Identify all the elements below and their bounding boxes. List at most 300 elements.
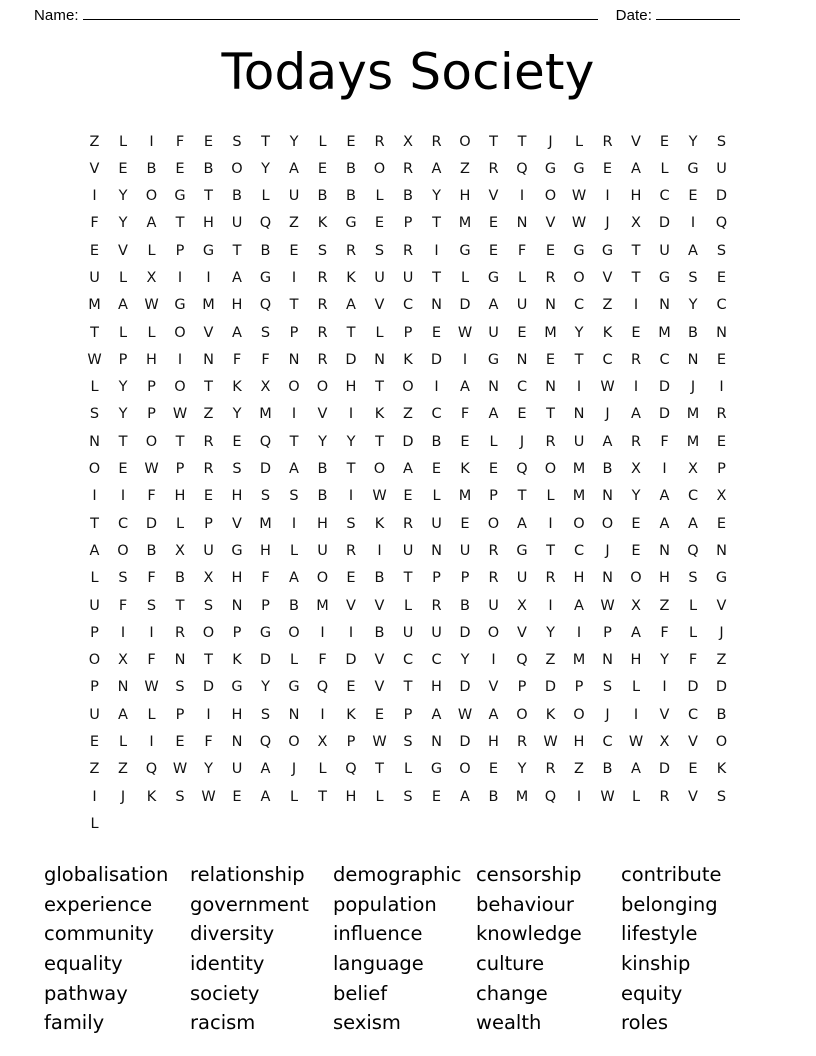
grid-cell[interactable]: E xyxy=(431,324,442,341)
grid-cell[interactable]: U xyxy=(288,188,300,205)
grid-cell[interactable]: P xyxy=(403,324,413,341)
grid-cell[interactable]: I xyxy=(576,788,582,805)
grid-cell[interactable]: N xyxy=(602,488,613,505)
letter-grid[interactable] xyxy=(80,129,736,839)
grid-cell[interactable]: T xyxy=(90,515,99,532)
grid-cell[interactable]: P xyxy=(90,679,99,696)
grid-cell[interactable]: I xyxy=(120,488,126,505)
grid-cell[interactable]: E xyxy=(403,488,413,505)
grid-cell[interactable]: R xyxy=(317,297,328,314)
grid-cell[interactable]: G xyxy=(601,242,614,259)
word-list-item[interactable]: relationship xyxy=(190,863,305,887)
grid-cell[interactable]: R xyxy=(630,351,642,368)
grid-cell[interactable]: T xyxy=(574,351,584,368)
grid-cell[interactable]: D xyxy=(715,188,728,205)
grid-cell[interactable]: D xyxy=(658,406,671,423)
grid-cell[interactable]: F xyxy=(90,215,99,232)
grid-cell[interactable]: P xyxy=(118,351,128,368)
grid-cell[interactable]: H xyxy=(345,379,357,396)
grid-cell[interactable]: E xyxy=(659,133,670,150)
word-list-item[interactable]: sexism xyxy=(333,1011,401,1035)
grid-cell[interactable]: T xyxy=(204,188,213,205)
grid-cell[interactable]: F xyxy=(261,570,270,587)
grid-cell[interactable]: P xyxy=(147,406,156,423)
grid-cell[interactable]: Y xyxy=(118,406,128,423)
grid-cell[interactable]: R xyxy=(174,624,186,641)
grid-cell[interactable]: N xyxy=(374,351,385,368)
grid-cell[interactable]: S xyxy=(403,734,413,751)
grid-cell[interactable]: C xyxy=(716,297,727,314)
grid-cell[interactable]: V xyxy=(232,515,242,532)
grid-cell[interactable]: U xyxy=(89,706,100,723)
date-write-line[interactable] xyxy=(656,6,740,20)
grid-cell[interactable]: H xyxy=(231,570,243,587)
grid-cell[interactable]: I xyxy=(291,269,297,286)
grid-cell[interactable]: I xyxy=(92,188,97,205)
grid-cell[interactable]: L xyxy=(403,761,413,778)
grid-cell[interactable]: J xyxy=(120,788,126,805)
grid-cell[interactable]: M xyxy=(572,488,586,505)
grid-cell[interactable]: P xyxy=(403,706,413,723)
grid-cell[interactable]: F xyxy=(232,351,242,368)
grid-cell[interactable]: T xyxy=(432,215,441,232)
grid-cell[interactable]: G xyxy=(687,160,699,177)
grid-cell[interactable]: C xyxy=(516,379,528,396)
grid-cell[interactable]: P xyxy=(204,515,213,532)
grid-cell[interactable]: Z xyxy=(289,215,299,232)
grid-cell[interactable]: G xyxy=(487,351,500,368)
grid-cell[interactable]: S xyxy=(203,597,214,614)
grid-cell[interactable]: D xyxy=(259,461,272,478)
grid-cell[interactable]: X xyxy=(659,734,670,751)
grid-cell[interactable]: J xyxy=(605,706,610,723)
grid-cell[interactable]: Y xyxy=(631,488,641,505)
grid-cell[interactable]: U xyxy=(431,515,442,532)
grid-cell[interactable]: S xyxy=(118,570,128,587)
grid-cell[interactable]: A xyxy=(488,406,499,423)
grid-cell[interactable]: H xyxy=(231,488,243,505)
grid-cell[interactable]: P xyxy=(289,324,299,341)
grid-cell[interactable]: U xyxy=(402,624,414,641)
grid-cell[interactable]: D xyxy=(145,515,158,532)
grid-cell[interactable]: G xyxy=(487,269,500,286)
grid-cell[interactable]: F xyxy=(204,734,213,751)
grid-cell[interactable]: R xyxy=(203,433,214,450)
name-write-line[interactable] xyxy=(83,6,598,20)
grid-cell[interactable]: I xyxy=(177,269,183,286)
grid-cell[interactable]: P xyxy=(175,242,185,259)
grid-cell[interactable]: D xyxy=(345,652,357,669)
grid-cell[interactable]: U xyxy=(402,269,414,286)
grid-cell[interactable]: R xyxy=(516,734,528,751)
grid-cell[interactable]: G xyxy=(174,297,186,314)
grid-cell[interactable]: T xyxy=(175,597,185,614)
grid-cell[interactable]: X xyxy=(146,269,157,286)
grid-cell[interactable]: S xyxy=(260,488,271,505)
word-list-item[interactable]: belief xyxy=(333,981,388,1005)
grid-cell[interactable]: C xyxy=(602,734,613,751)
grid-cell[interactable]: E xyxy=(431,461,442,478)
grid-cell[interactable]: C xyxy=(687,706,699,723)
grid-cell[interactable]: K xyxy=(602,324,613,341)
grid-cell[interactable]: E xyxy=(631,515,641,532)
word-list-item[interactable]: experience xyxy=(44,892,153,916)
grid-cell[interactable]: U xyxy=(203,542,214,559)
grid-cell[interactable]: E xyxy=(688,761,698,778)
grid-cell[interactable]: F xyxy=(147,570,156,587)
grid-cell[interactable]: Y xyxy=(660,652,669,669)
grid-cell[interactable]: A xyxy=(232,269,242,286)
grid-cell[interactable]: A xyxy=(488,297,499,314)
grid-cell[interactable]: C xyxy=(402,297,414,314)
grid-cell[interactable]: Y xyxy=(261,160,270,177)
grid-cell[interactable]: H xyxy=(459,188,471,205)
grid-cell[interactable]: X xyxy=(517,597,527,614)
grid-cell[interactable]: I xyxy=(92,488,97,505)
grid-cell[interactable]: G xyxy=(259,269,272,286)
grid-cell[interactable]: O xyxy=(459,133,471,150)
grid-cell[interactable]: I xyxy=(291,406,297,423)
grid-cell[interactable]: L xyxy=(147,324,156,341)
grid-cell[interactable]: T xyxy=(517,133,527,150)
grid-cell[interactable]: K xyxy=(460,461,470,478)
grid-cell[interactable]: R xyxy=(317,351,328,368)
grid-cell[interactable]: U xyxy=(659,242,670,259)
grid-cell[interactable]: Y xyxy=(232,406,242,423)
grid-cell[interactable]: I xyxy=(690,215,696,232)
grid-cell[interactable]: S xyxy=(232,133,242,150)
grid-cell[interactable]: N xyxy=(231,734,243,751)
grid-cell[interactable]: F xyxy=(118,597,128,614)
grid-cell[interactable]: T xyxy=(489,133,498,150)
grid-cell[interactable]: M xyxy=(658,324,671,341)
grid-cell[interactable]: J xyxy=(548,133,553,150)
grid-cell[interactable]: P xyxy=(574,679,584,696)
grid-cell[interactable]: P xyxy=(147,379,156,396)
grid-cell[interactable]: O xyxy=(288,734,300,751)
grid-cell[interactable]: T xyxy=(318,788,327,805)
grid-cell[interactable]: O xyxy=(145,188,158,205)
grid-cell[interactable]: E xyxy=(346,133,356,150)
grid-cell[interactable]: A xyxy=(431,160,442,177)
grid-cell[interactable]: U xyxy=(431,624,442,641)
grid-cell[interactable]: B xyxy=(146,542,157,559)
grid-cell[interactable]: W xyxy=(372,734,387,751)
grid-cell[interactable]: V xyxy=(545,215,556,232)
grid-cell[interactable]: K xyxy=(346,269,356,286)
grid-cell[interactable]: U xyxy=(231,761,243,778)
grid-cell[interactable]: D xyxy=(459,624,471,641)
grid-cell[interactable]: R xyxy=(203,461,214,478)
grid-cell[interactable]: C xyxy=(687,488,699,505)
grid-cell[interactable]: P xyxy=(489,488,498,505)
grid-cell[interactable]: I xyxy=(177,351,183,368)
grid-cell[interactable]: L xyxy=(289,788,299,805)
grid-cell[interactable]: C xyxy=(659,188,670,205)
grid-cell[interactable]: V xyxy=(89,160,100,177)
grid-cell[interactable]: E xyxy=(431,788,442,805)
grid-cell[interactable]: S xyxy=(716,788,727,805)
grid-cell[interactable]: W xyxy=(600,597,615,614)
grid-cell[interactable]: Q xyxy=(259,433,272,450)
grid-cell[interactable]: L xyxy=(375,188,384,205)
grid-cell[interactable]: M xyxy=(515,788,529,805)
grid-cell[interactable]: F xyxy=(318,652,327,669)
grid-cell[interactable]: W xyxy=(457,324,473,341)
grid-cell[interactable]: N xyxy=(117,679,129,696)
grid-cell[interactable]: S xyxy=(260,706,271,723)
grid-cell[interactable]: L xyxy=(517,269,527,286)
grid-cell[interactable]: R xyxy=(345,242,357,259)
grid-cell[interactable]: V xyxy=(631,133,641,150)
grid-cell[interactable]: G xyxy=(459,242,471,259)
grid-cell[interactable]: K xyxy=(545,706,556,723)
grid-cell[interactable]: E xyxy=(374,215,385,232)
grid-cell[interactable]: K xyxy=(232,379,242,396)
grid-cell[interactable]: X xyxy=(716,488,727,505)
grid-cell[interactable]: Y xyxy=(261,679,270,696)
grid-cell[interactable]: E xyxy=(232,788,242,805)
grid-cell[interactable]: L xyxy=(432,488,441,505)
grid-cell[interactable]: Y xyxy=(517,761,527,778)
grid-cell[interactable]: U xyxy=(374,269,385,286)
grid-cell[interactable]: C xyxy=(573,297,585,314)
grid-cell[interactable]: Z xyxy=(89,133,100,150)
grid-cell[interactable]: T xyxy=(517,488,527,505)
grid-cell[interactable]: R xyxy=(402,160,414,177)
grid-cell[interactable]: B xyxy=(289,597,299,614)
grid-cell[interactable]: K xyxy=(374,406,385,423)
grid-cell[interactable]: Z xyxy=(574,761,584,778)
grid-cell[interactable]: E xyxy=(631,542,641,559)
grid-cell[interactable]: H xyxy=(174,488,186,505)
grid-cell[interactable]: T xyxy=(403,570,413,587)
grid-cell[interactable]: E xyxy=(317,160,328,177)
grid-cell[interactable]: O xyxy=(630,570,642,587)
grid-cell[interactable]: R xyxy=(488,542,499,559)
grid-cell[interactable]: T xyxy=(432,269,441,286)
word-list-item[interactable]: family xyxy=(44,1011,105,1035)
grid-cell[interactable]: S xyxy=(89,406,100,423)
grid-cell[interactable]: L xyxy=(90,379,99,396)
grid-cell[interactable]: N xyxy=(174,652,186,669)
grid-cell[interactable]: T xyxy=(175,433,185,450)
grid-cell[interactable]: B xyxy=(175,570,185,587)
grid-cell[interactable]: I xyxy=(662,679,667,696)
grid-cell[interactable]: F xyxy=(688,652,698,669)
grid-cell[interactable]: S xyxy=(260,324,271,341)
grid-cell[interactable]: J xyxy=(519,433,525,450)
grid-cell[interactable]: D xyxy=(459,297,471,314)
grid-cell[interactable]: G xyxy=(573,242,585,259)
grid-cell[interactable]: B xyxy=(346,188,356,205)
grid-cell[interactable]: I xyxy=(320,706,325,723)
grid-cell[interactable]: Y xyxy=(318,433,327,450)
grid-cell[interactable]: A xyxy=(631,624,641,641)
grid-cell[interactable]: N xyxy=(659,297,670,314)
grid-cell[interactable]: I xyxy=(348,406,354,423)
grid-cell[interactable]: O xyxy=(88,652,101,669)
grid-cell[interactable]: E xyxy=(89,242,100,259)
grid-cell[interactable]: U xyxy=(317,542,328,559)
grid-cell[interactable]: B xyxy=(146,160,157,177)
grid-cell[interactable]: F xyxy=(460,406,470,423)
grid-cell[interactable]: E xyxy=(460,515,470,532)
grid-cell[interactable]: H xyxy=(431,679,442,696)
grid-cell[interactable]: A xyxy=(659,515,670,532)
grid-cell[interactable]: E xyxy=(488,242,499,259)
grid-cell[interactable]: A xyxy=(488,706,499,723)
grid-cell[interactable]: D xyxy=(345,351,357,368)
word-list-item[interactable]: diversity xyxy=(190,922,275,946)
word-list-item[interactable]: roles xyxy=(621,1011,669,1035)
grid-cell[interactable]: R xyxy=(431,597,442,614)
grid-cell[interactable]: P xyxy=(460,570,470,587)
grid-cell[interactable]: O xyxy=(288,379,300,396)
grid-cell[interactable]: L xyxy=(118,133,128,150)
grid-cell[interactable]: W xyxy=(372,488,387,505)
grid-cell[interactable]: P xyxy=(603,624,612,641)
grid-cell[interactable]: N xyxy=(716,324,727,341)
grid-cell[interactable]: A xyxy=(688,515,698,532)
grid-cell[interactable]: G xyxy=(658,269,671,286)
grid-cell[interactable]: A xyxy=(460,379,470,396)
grid-cell[interactable]: N xyxy=(488,379,499,396)
grid-cell[interactable]: B xyxy=(203,160,214,177)
grid-cell[interactable]: I xyxy=(92,788,97,805)
word-list-item[interactable]: equity xyxy=(621,981,683,1005)
grid-cell[interactable]: R xyxy=(545,761,556,778)
grid-cell[interactable]: L xyxy=(403,597,413,614)
grid-cell[interactable]: N xyxy=(516,351,528,368)
grid-cell[interactable]: Y xyxy=(688,133,698,150)
grid-cell[interactable]: E xyxy=(175,734,185,751)
grid-cell[interactable]: V xyxy=(488,679,499,696)
grid-cell[interactable]: H xyxy=(573,734,585,751)
grid-cell[interactable]: B xyxy=(716,706,727,723)
grid-cell[interactable]: G xyxy=(715,570,728,587)
grid-cell[interactable]: B xyxy=(488,788,499,805)
grid-cell[interactable]: E xyxy=(488,215,499,232)
grid-cell[interactable]: O xyxy=(288,624,300,641)
grid-cell[interactable]: B xyxy=(232,188,242,205)
grid-cell[interactable]: Y xyxy=(118,379,128,396)
grid-cell[interactable]: L xyxy=(375,788,384,805)
grid-cell[interactable]: M xyxy=(458,215,472,232)
grid-cell[interactable]: W xyxy=(144,679,159,696)
grid-cell[interactable]: U xyxy=(89,597,100,614)
grid-cell[interactable]: A xyxy=(431,706,442,723)
grid-cell[interactable]: D xyxy=(402,433,414,450)
grid-cell[interactable]: V xyxy=(688,788,698,805)
word-list-item[interactable]: community xyxy=(44,922,154,946)
grid-cell[interactable]: F xyxy=(660,624,669,641)
grid-cell[interactable]: A xyxy=(89,542,100,559)
grid-cell[interactable]: L xyxy=(688,597,698,614)
grid-cell[interactable]: I xyxy=(633,706,639,723)
grid-cell[interactable]: I xyxy=(662,461,667,478)
grid-cell[interactable]: H xyxy=(630,652,642,669)
grid-cell[interactable]: C xyxy=(431,652,442,669)
grid-cell[interactable]: Z xyxy=(716,652,727,669)
grid-cell[interactable]: A xyxy=(146,215,157,232)
grid-cell[interactable]: I xyxy=(462,351,468,368)
grid-cell[interactable]: A xyxy=(346,297,356,314)
grid-cell[interactable]: D xyxy=(259,652,272,669)
grid-cell[interactable]: Y xyxy=(432,188,441,205)
grid-cell[interactable]: B xyxy=(317,188,328,205)
grid-cell[interactable]: C xyxy=(117,515,129,532)
grid-cell[interactable]: Y xyxy=(346,433,356,450)
grid-cell[interactable]: U xyxy=(459,542,471,559)
grid-cell[interactable]: V xyxy=(488,188,499,205)
grid-cell[interactable]: J xyxy=(719,624,724,641)
grid-cell[interactable]: O xyxy=(573,706,585,723)
grid-cell[interactable]: Q xyxy=(259,215,272,232)
grid-cell[interactable]: W xyxy=(144,461,159,478)
grid-cell[interactable]: Y xyxy=(204,761,213,778)
grid-cell[interactable]: O xyxy=(516,706,528,723)
grid-cell[interactable]: I xyxy=(576,379,582,396)
word-list-item[interactable]: contribute xyxy=(621,863,722,887)
grid-cell[interactable]: W xyxy=(571,215,587,232)
grid-cell[interactable]: O xyxy=(117,542,129,559)
grid-cell[interactable]: M xyxy=(572,461,586,478)
grid-cell[interactable]: R xyxy=(402,515,414,532)
grid-cell[interactable]: L xyxy=(375,324,384,341)
grid-cell[interactable]: I xyxy=(291,515,297,532)
grid-cell[interactable]: L xyxy=(631,788,641,805)
grid-cell[interactable]: T xyxy=(289,433,299,450)
grid-cell[interactable]: M xyxy=(88,297,101,314)
grid-cell[interactable]: Q xyxy=(259,297,272,314)
grid-cell[interactable]: C xyxy=(602,351,613,368)
grid-cell[interactable]: R xyxy=(659,788,670,805)
grid-cell[interactable]: O xyxy=(573,515,585,532)
grid-cell[interactable]: T xyxy=(631,269,641,286)
grid-cell[interactable]: S xyxy=(146,597,157,614)
grid-cell[interactable]: E xyxy=(374,706,385,723)
grid-cell[interactable]: F xyxy=(261,351,270,368)
grid-cell[interactable]: B xyxy=(602,461,613,478)
grid-cell[interactable]: E xyxy=(602,160,613,177)
grid-cell[interactable]: U xyxy=(89,269,100,286)
word-list-item[interactable]: change xyxy=(476,981,548,1005)
grid-cell[interactable]: N xyxy=(602,570,613,587)
grid-cell[interactable]: L xyxy=(688,624,698,641)
grid-cell[interactable]: W xyxy=(144,297,159,314)
grid-cell[interactable]: R xyxy=(488,160,499,177)
grid-cell[interactable]: R xyxy=(630,433,642,450)
grid-cell[interactable]: X xyxy=(688,461,698,478)
grid-cell[interactable]: F xyxy=(147,652,156,669)
grid-cell[interactable]: W xyxy=(172,406,188,423)
grid-cell[interactable]: V xyxy=(374,597,385,614)
grid-cell[interactable]: U xyxy=(488,597,499,614)
grid-cell[interactable]: O xyxy=(573,269,585,286)
word-list-item[interactable]: equality xyxy=(44,952,123,975)
grid-cell[interactable]: K xyxy=(716,761,727,778)
grid-cell[interactable]: V xyxy=(374,297,385,314)
grid-cell[interactable]: A xyxy=(631,406,641,423)
grid-cell[interactable]: Z xyxy=(89,761,100,778)
grid-cell[interactable]: V xyxy=(602,269,613,286)
grid-cell[interactable]: A xyxy=(289,461,299,478)
grid-cell[interactable]: L xyxy=(631,679,641,696)
grid-cell[interactable]: W xyxy=(600,379,615,396)
grid-cell[interactable]: N xyxy=(659,542,670,559)
grid-cell[interactable]: O xyxy=(373,461,386,478)
